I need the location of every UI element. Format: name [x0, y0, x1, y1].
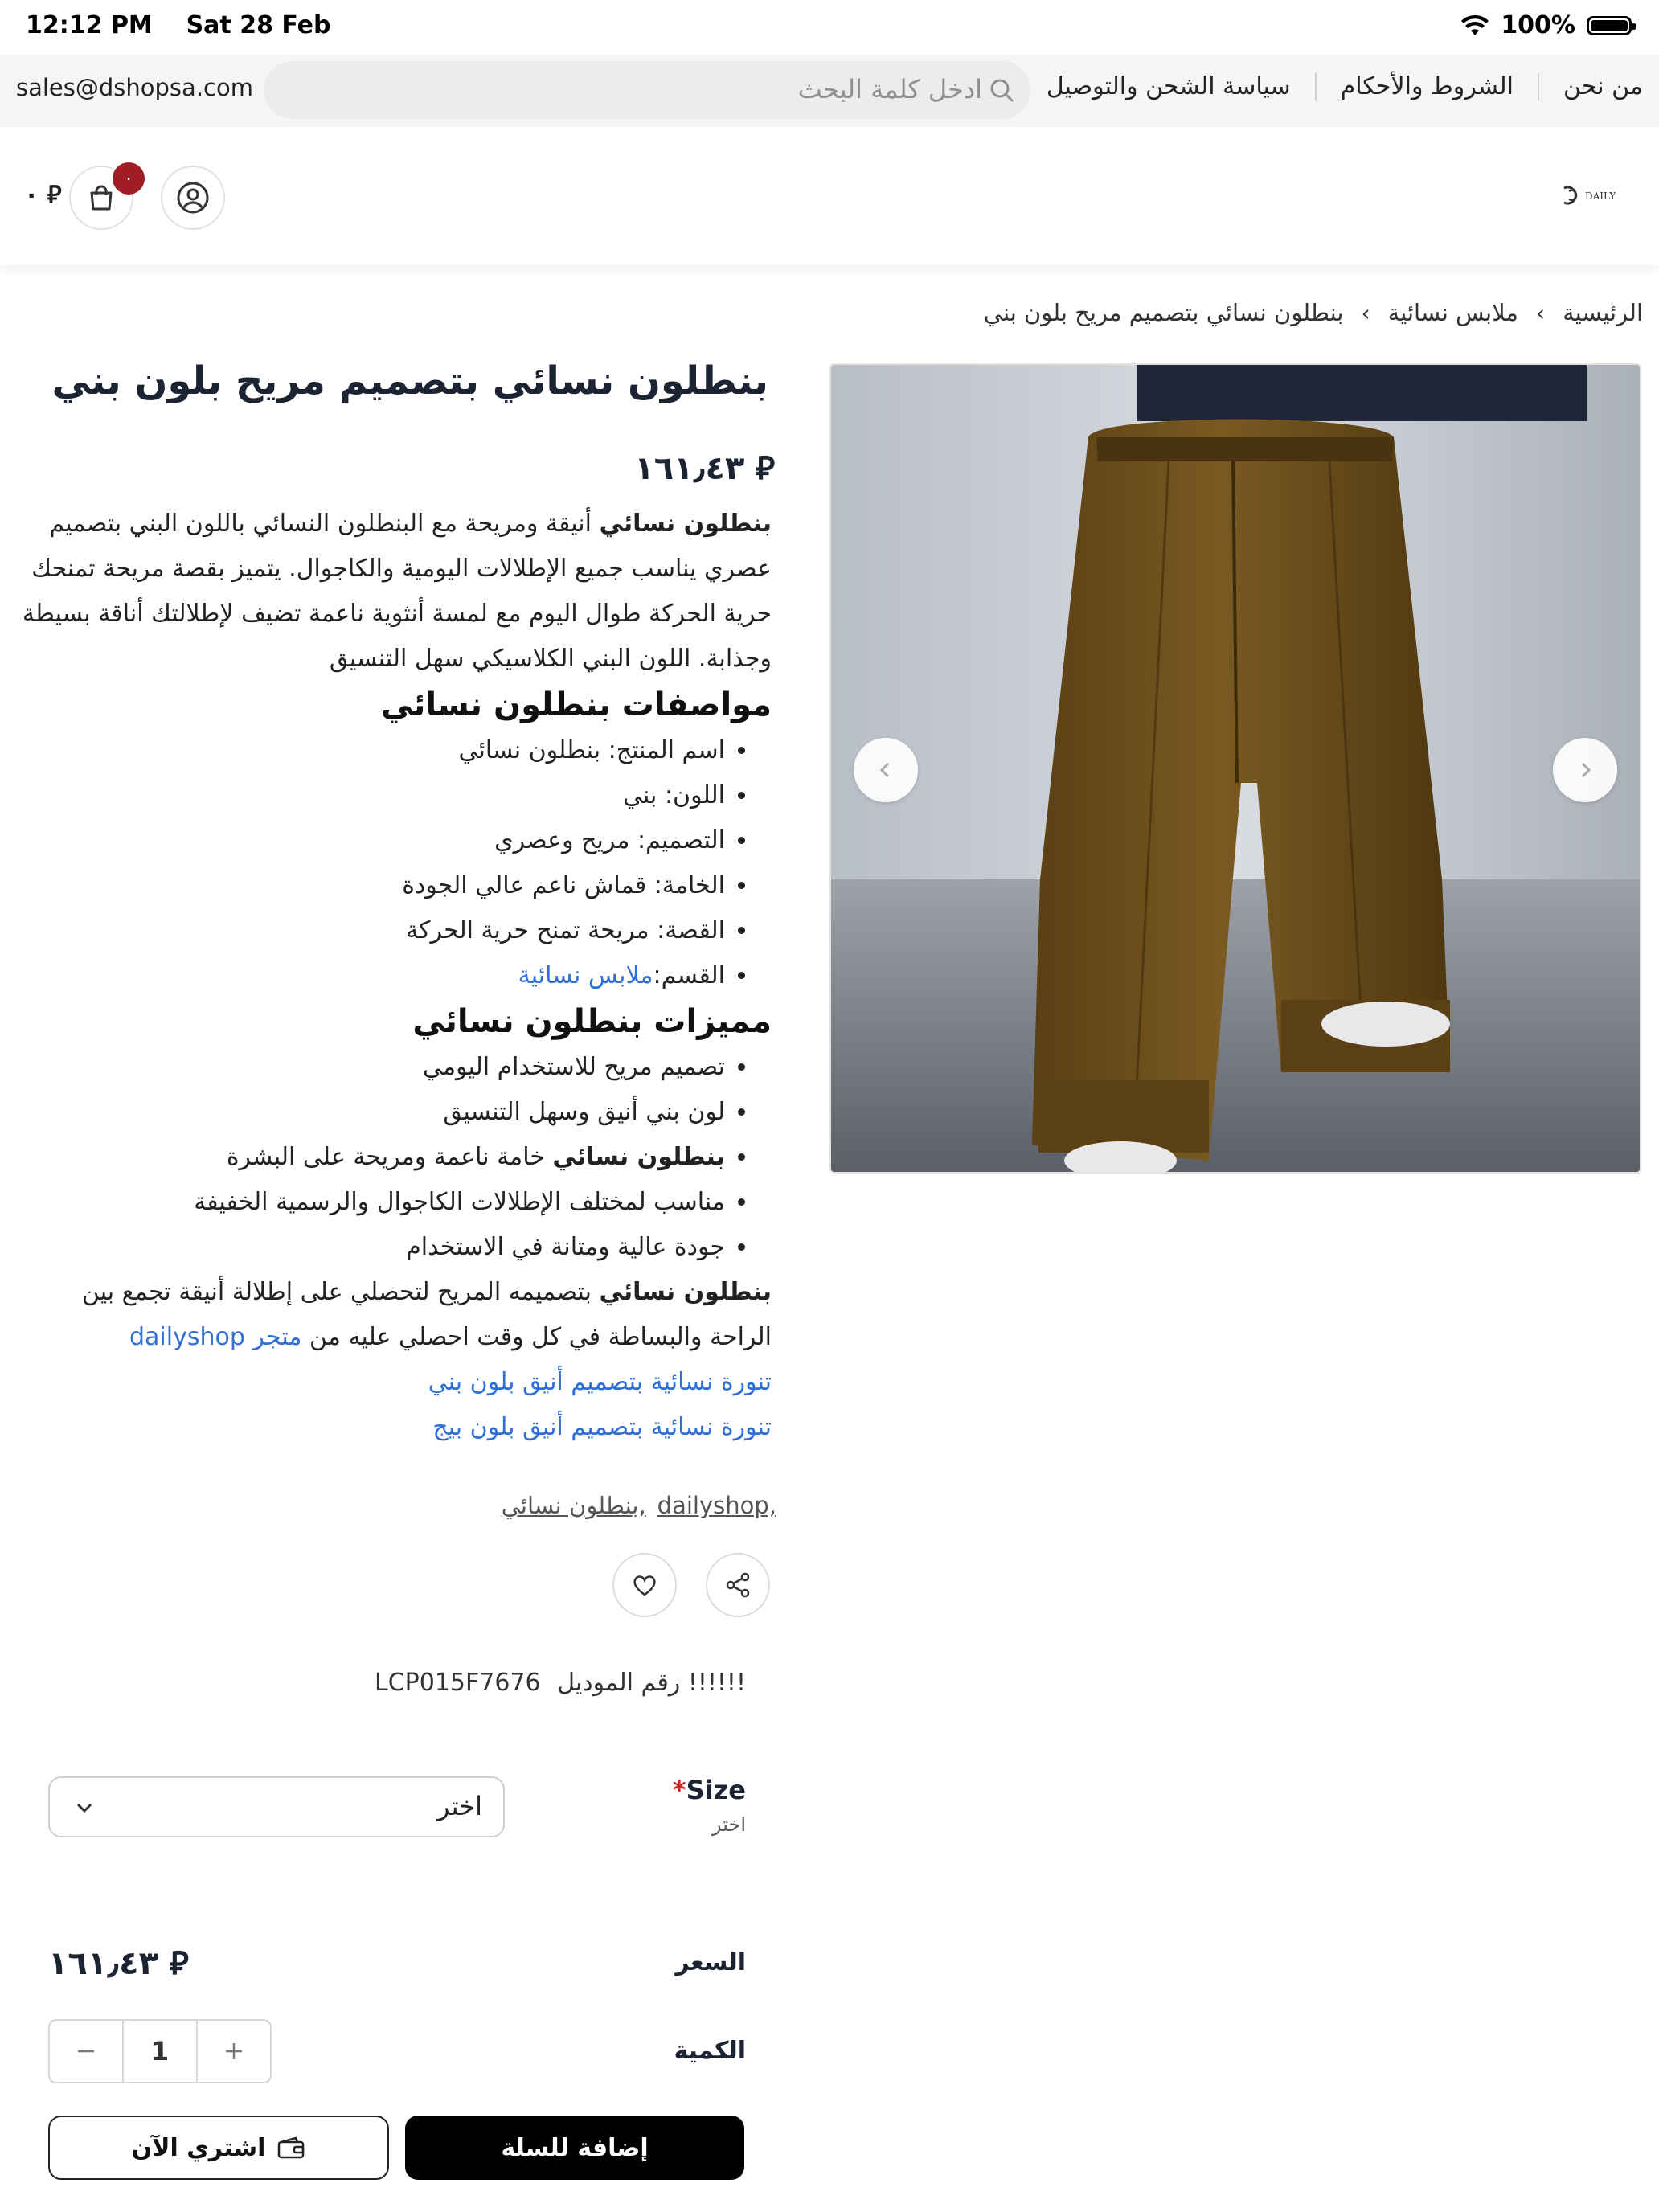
increase-button[interactable]: [198, 2021, 270, 2082]
price-label: السعر: [675, 1948, 746, 1976]
list-item: • الخامة: قماش ناعم عالي الجودة: [16, 863, 725, 908]
site-header: [0, 127, 1659, 265]
price-value: ١٦١٫٤٣ ⃁: [48, 1945, 189, 1982]
store-logo[interactable]: [1561, 180, 1633, 211]
top-links: [1047, 72, 1643, 100]
chevron-right-icon: [1574, 759, 1596, 781]
quantity-label: الكمية: [674, 2037, 746, 2065]
plus-icon: [221, 2038, 247, 2064]
decrease-button[interactable]: [50, 2021, 122, 2082]
contact-email[interactable]: sales@dshopsa.com: [16, 74, 253, 101]
list-item: • اسم المنتج: بنطلون نسائي: [16, 728, 725, 773]
tag-link[interactable]: dailyshop,: [657, 1492, 776, 1519]
status-bar-clock: [26, 11, 331, 39]
breadcrumb: [984, 299, 1643, 326]
closing-bold: بنطلون نسائي: [599, 1278, 772, 1306]
intro-bold: بنطلون نسائي: [599, 510, 772, 538]
size-hint: اختر: [712, 1813, 746, 1836]
product-price: ١٦١٫٤٣ ⃁: [634, 450, 775, 487]
description-closing: [16, 1270, 772, 1360]
list-item: • التصميم: مريح وعصري: [16, 818, 725, 863]
link-shipping[interactable]: سياسة الشحن والتوصيل: [1046, 72, 1291, 100]
search-icon: [989, 77, 1014, 103]
account-button[interactable]: [161, 166, 225, 230]
wishlist-button[interactable]: [612, 1553, 677, 1617]
share-button[interactable]: [706, 1553, 770, 1617]
list-item: • القصة: مريحة تمنح حرية الحركة: [16, 908, 725, 953]
features-heading: مميزات بنطلون نسائي: [412, 1003, 772, 1040]
breadcrumb-category[interactable]: ملابس نسائية: [1387, 299, 1518, 326]
features-list: [16, 1045, 772, 1270]
search-placeholder: ادخل كلمة البحث: [797, 74, 982, 104]
gallery-prev-button[interactable]: [854, 738, 918, 802]
share-icon: [723, 1571, 752, 1600]
size-label: [673, 1775, 746, 1805]
description-intro: [16, 502, 772, 682]
specs-heading: مواصفات بنطلون نسائي: [380, 686, 772, 723]
buy-now-label: اشتري الآن: [131, 2133, 266, 2162]
status-time: 12:12 PM: [26, 11, 153, 39]
minus-icon: [73, 2038, 99, 2064]
list-item: • جودة عالية ومتانة في الاستخدام: [16, 1225, 725, 1270]
model-number-label: !!!!!! رقم الموديل: [557, 1669, 746, 1697]
buy-now-button[interactable]: [48, 2116, 389, 2180]
size-select[interactable]: [48, 1776, 505, 1837]
category-label: القسم:: [653, 961, 725, 989]
list-item: • اللون: بني: [16, 773, 725, 818]
logo-text: DAILY: [1585, 190, 1616, 202]
breadcrumb-current: بنطلون نسائي بتصميم مريح بلون بني: [983, 299, 1344, 326]
feature-bold: بنطلون نسائي: [552, 1143, 725, 1171]
specs-list: [16, 728, 772, 998]
list-item: • لون بني أنيق وسهل التنسيق: [16, 1090, 725, 1135]
list-item: • مناسب لمختلف الإطلالات الكاجوال والرسمية الخفيفة: [16, 1180, 725, 1225]
size-label-text: Size: [686, 1775, 746, 1805]
cart-total: ٠ ⃁: [24, 181, 62, 209]
related-product-link[interactable]: تنورة نسائية بتصميم أنيق بلون بني: [428, 1368, 772, 1396]
status-bar-right: [1460, 11, 1632, 39]
battery-icon: [1587, 16, 1632, 35]
search-input[interactable]: [264, 61, 1030, 119]
related-link-1: [16, 1360, 772, 1405]
feature-text: خامة ناعمة ومريحة على البشرة: [226, 1143, 553, 1171]
user-icon: [175, 180, 211, 215]
size-select-value: اختر: [437, 1791, 482, 1821]
quantity-input[interactable]: 1: [122, 2021, 198, 2082]
related-link-2: [16, 1405, 772, 1450]
cart-count-badge: ٠: [113, 162, 145, 195]
add-to-cart-button[interactable]: إضافة للسلة: [405, 2116, 744, 2180]
list-item: • تصميم مريح للاستخدام اليومي: [16, 1045, 725, 1090]
quantity-stepper: [48, 2019, 272, 2083]
product-image: [831, 365, 1641, 1174]
product-title: بنطلون نسائي بتصميم مريح بلون بني: [51, 358, 768, 403]
gallery-next-button[interactable]: [1553, 738, 1617, 802]
chevron-left-icon: [875, 759, 897, 781]
list-item: [16, 953, 725, 998]
product-description: [16, 502, 772, 1450]
chevron-left-icon: ‹: [1361, 299, 1370, 326]
tag-link[interactable]: بنطلون نسائي,: [501, 1492, 646, 1519]
category-link[interactable]: ملابس نسائية: [518, 961, 653, 989]
related-product-link[interactable]: تنورة نسائية بتصميم أنيق بلون بيج: [432, 1413, 772, 1441]
battery-percent: 100%: [1501, 11, 1575, 39]
link-about[interactable]: من نحن: [1563, 72, 1643, 100]
list-item: [16, 1135, 725, 1180]
breadcrumb-home[interactable]: الرئيسية: [1563, 299, 1643, 326]
status-date: Sat 28 Feb: [186, 11, 331, 39]
divider: [1315, 73, 1317, 100]
store-link[interactable]: متجر dailyshop: [129, 1323, 302, 1351]
cart-icon: [85, 182, 117, 214]
link-terms[interactable]: الشروط والأحكام: [1340, 72, 1514, 100]
wallet-icon: [276, 2136, 305, 2160]
heart-icon: [631, 1571, 658, 1599]
intro-text: أنيقة ومريحة مع البنطلون النسائي باللون البني بتصميم عصري يناسب جميع الإطلالات اليومية والكاجوال. يتميز بقصة مريحة تمنحك حرية الحركة طوال اليوم مع لمسة أنثوية ناعمة تضيف لإطلالتك أناقة بسيطة وجذابة. اللون البني الكلاسيكي سهل التنسيق: [22, 510, 772, 673]
required-marker: *: [672, 1775, 686, 1805]
chevron-left-icon: ‹: [1535, 299, 1546, 326]
product-gallery[interactable]: [830, 363, 1641, 1174]
divider: [1538, 73, 1539, 100]
model-number-value: LCP015F7676: [375, 1669, 541, 1697]
closing-text: بتصميمه المريح لتحصلي على إطلالة أنيقة تجمع بين الراحة والبساطة في كل وقت احصلي عليه من: [81, 1278, 772, 1351]
wifi-icon: [1460, 14, 1489, 37]
chevron-down-icon: [72, 1796, 96, 1820]
product-tags: [502, 1492, 776, 1519]
